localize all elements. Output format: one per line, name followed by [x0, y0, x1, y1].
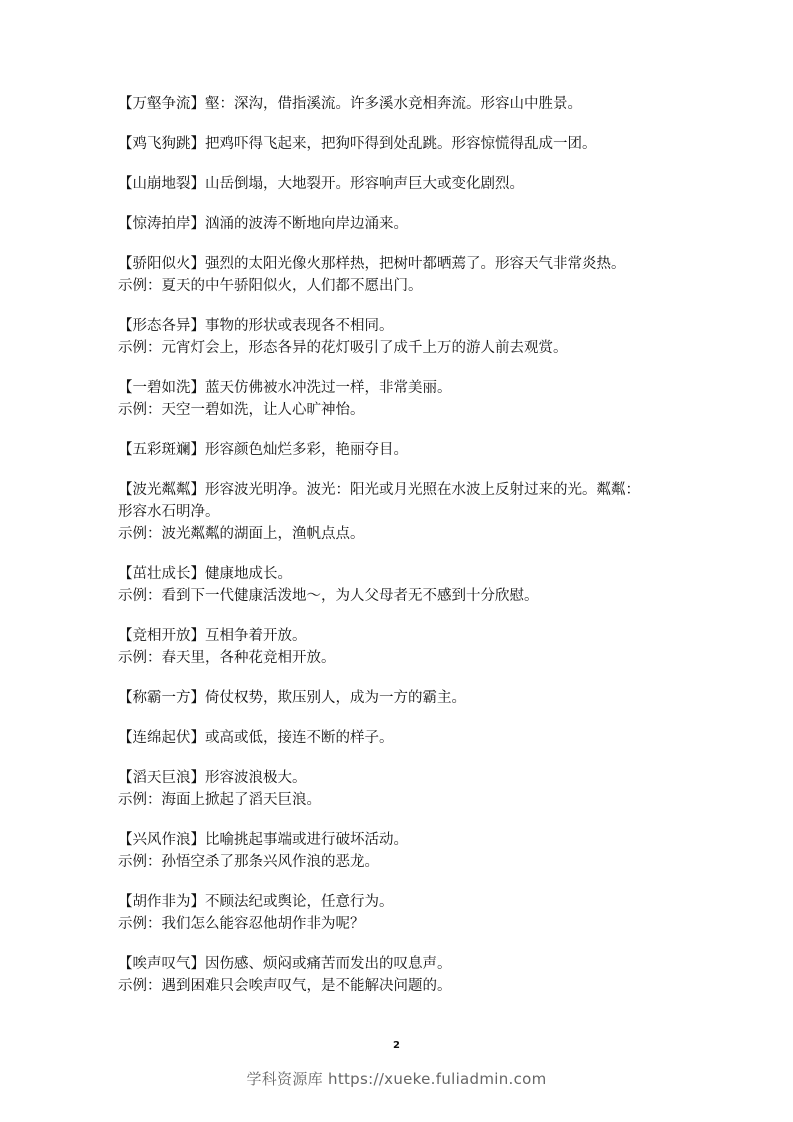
entry-line: 【山崩地裂】山岳倒塌，大地裂开。形容响声巨大或变化剧烈。 [118, 176, 524, 192]
idiom-entry-0 [118, 93, 688, 115]
idiom-entry-12 [118, 727, 688, 749]
entry-line: 【兴风作浪】比喻挑起事端或进行破坏活动。 [118, 832, 408, 848]
idiom-entry-6 [118, 377, 688, 421]
entry-line: 【唉声叹气】因伤感、烦闷或痛苦而发出的叹息声。 [118, 956, 452, 972]
example-line: 示例：我们怎么能容忍他胡作非为呢？ [118, 916, 365, 932]
example-line: 示例：元宵灯会上，形态各异的花灯吸引了成千上万的游人前去观赏。 [118, 340, 568, 356]
idiom-entry-16 [118, 953, 688, 997]
entry-line: 【滔天巨浪】形容波浪极大。 [118, 770, 307, 786]
entry-line: 【万壑争流】壑：深沟，借指溪流。许多溪水竞相奔流。形容山中胜景。 [118, 96, 582, 112]
footer-watermark: 学科资源库 https://xueke.fuliadmin.com [246, 1070, 547, 1088]
idiom-entry-3 [118, 213, 688, 235]
idiom-entry-7 [118, 439, 688, 461]
entry-line: 【称霸一方】倚仗权势，欺压别人，成为一方的霸主。 [118, 690, 466, 706]
idiom-entry-11 [118, 687, 688, 709]
idiom-entry-10 [118, 625, 688, 669]
example-line: 示例：看到下一代健康活泼地～，为人父母者无不感到十分欣慰。 [118, 588, 539, 604]
example-line: 示例：孙悟空杀了那条兴风作浪的恶龙。 [118, 854, 379, 870]
idiom-entry-13 [118, 767, 688, 811]
idiom-entry-9 [118, 563, 688, 607]
idiom-entry-2 [118, 173, 688, 195]
document-body [118, 93, 688, 1015]
idiom-entry-15 [118, 891, 688, 935]
entry-line: 【形态各异】事物的形状或表现各不相同。 [118, 318, 394, 334]
entry-line: 【鸡飞狗跳】把鸡吓得飞起来，把狗吓得到处乱跳。形容惊慌得乱成一团。 [118, 136, 597, 152]
example-line: 示例：遇到困难只会唉声叹气，是不能解决问题的。 [118, 978, 452, 994]
idiom-entry-4 [118, 253, 688, 297]
entry-line: 【五彩斑斓】形容颜色灿烂多彩，艳丽夺目。 [118, 442, 408, 458]
entry-line: 【波光粼粼】形容波光明净。波光：阳光或月光照在水波上反射过来的光。粼粼： [118, 482, 640, 498]
idiom-entry-1 [118, 133, 688, 155]
example-line: 示例：夏天的中午骄阳似火，人们都不愿出门。 [118, 278, 423, 294]
idiom-entry-5 [118, 315, 688, 359]
entry-line: 【惊涛拍岸】汹涌的波涛不断地向岸边涌来。 [118, 216, 408, 232]
entry-line: 【一碧如洗】蓝天仿佛被水冲洗过一样，非常美丽。 [118, 380, 452, 396]
example-line: 示例：波光粼粼的湖面上，渔帆点点。 [118, 526, 365, 542]
entry-line: 【胡作非为】不顾法纪或舆论，任意行为。 [118, 894, 394, 910]
entry-line-continued: 形容水石明净。 [118, 504, 220, 520]
page-number: 2 [393, 1040, 400, 1051]
example-line: 示例：海面上掀起了滔天巨浪。 [118, 792, 321, 808]
idiom-entry-14 [118, 829, 688, 873]
entry-line: 【竞相开放】互相争着开放。 [118, 628, 307, 644]
entry-line: 【连绵起伏】或高或低，接连不断的样子。 [118, 730, 394, 746]
entry-line: 【骄阳似火】强烈的太阳光像火那样热，把树叶都晒蔫了。形容天气非常炎热。 [118, 256, 626, 272]
example-line: 示例：春天里，各种花竞相开放。 [118, 650, 336, 666]
idiom-entry-8 [118, 479, 688, 545]
example-line: 示例：天空一碧如洗，让人心旷神怡。 [118, 402, 365, 418]
entry-line: 【茁壮成长】健康地成长。 [118, 566, 292, 582]
